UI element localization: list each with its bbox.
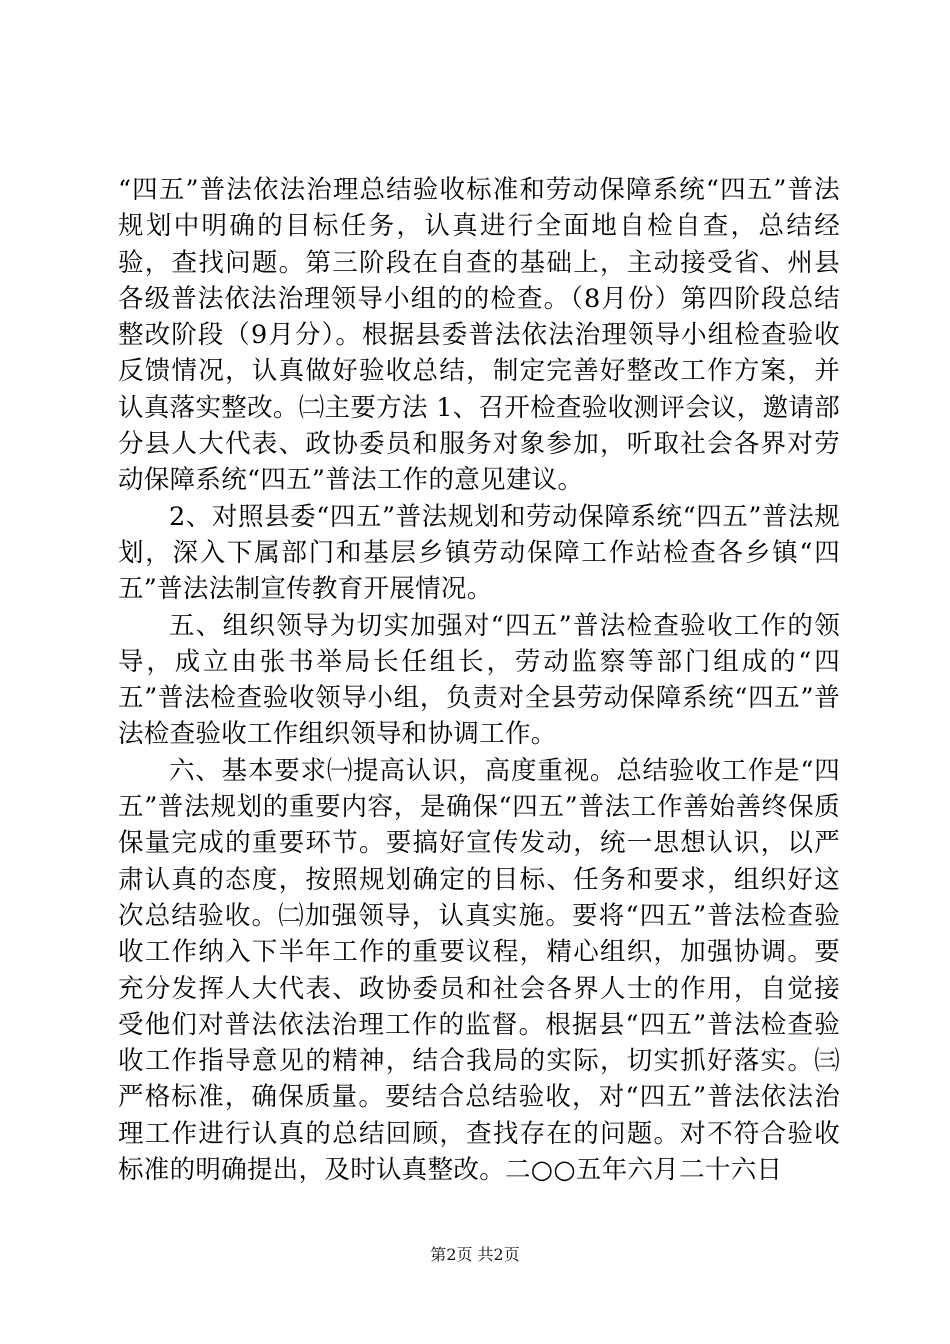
paragraph-section-5: 五、组织领导为切实加强对“四五”普法检查验收工作的领导，成立由张书举局长任组长，劳动监察等部门组成的“四五”普法检查验收领导小组，负责对全县劳动保障系统“四五”普法检查验收工作组织领导和协调工作。	[118, 610, 840, 750]
paragraph-continuation: “四五”普法依法治理总结验收标准和劳动保障系统“四五”普法规划中明确的目标任务，认真进行全面地自检自查，总结经验，查找问题。第三阶段在自查的基础上，主动接受省、州县各级普法依法治理领导小组的的检查。（8月份）第四阶段总结整改阶段（9月分）。根据县委普法依法治理领导小组检查验收反馈情况，认真做好验收总结，制定完善好整改工作方案，并认真落实整改。㈡主要方法 1、召开检查验收测评会议，邀请部分县人大代表、政协委员和服务对象参加，听取社会各界对劳动保障系统“四五”普法工作的意见建议。	[118, 175, 840, 496]
paragraph-section-6: 六、基本要求㈠提高认识，高度重视。总结验收工作是“四五”普法规划的重要内容，是确保“四五”普法工作善始善终保质保量完成的重要环节。要搞好宣传发动，统一思想认识，以严肃认真的态度，按照规划确定的目标、任务和要求，组织好这次总结验收。㈡加强领导，认真实施。要将“四五”普法检查验收工作纳入下半年工作的重要议程，精心组织，加强协调。要充分发挥人大代表、政协委员和社会各界人士的作用，自觉接受他们对普法依法治理工作的监督。根据县“四五”普法检查验收工作指导意见的精神，结合我局的实际，切实抓好落实。㈢严格标准，确保质量。要结合总结验收，对“四五”普法依法治理工作进行认真的总结回顾，查找存在的问题。对不符合验收标准的明确提出，及时认真整改。二○○五年六月二十六日	[118, 755, 840, 1186]
document-body	[118, 172, 840, 1188]
paragraph-item-2: 2、对照县委“四五”普法规划和劳动保障系统“四五”普法规划，深入下属部门和基层乡镇劳动保障工作站检查各乡镇“四五”普法法制宣传教育开展情况。	[118, 501, 840, 605]
page-footer: 第2页 共2页	[430, 1245, 520, 1264]
